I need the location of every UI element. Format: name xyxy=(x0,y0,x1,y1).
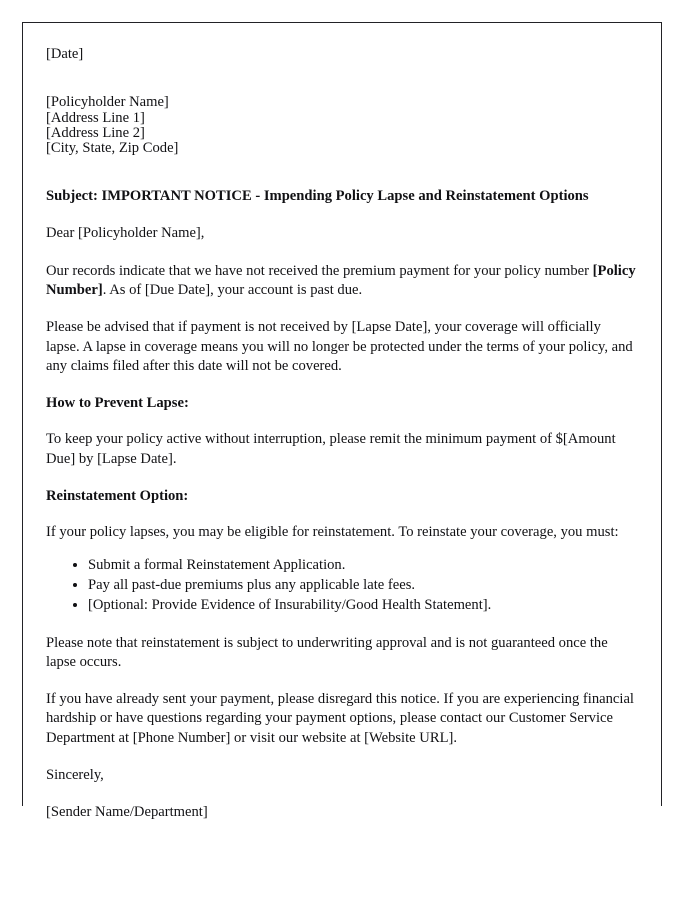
paragraph-reinstatement-intro: If your policy lapses, you may be eligible for reinstatement. To reinstate your coverage, you must: xyxy=(46,524,619,541)
paragraph-underwriting-approval: Please note that reinstatement is subject to underwriting approval and is not guaranteed once the lapse occurs. xyxy=(46,634,608,670)
paragraph-lapse-warning: Please be advised that if payment is not received by [Lapse Date], your coverage will officially lapse. A lapse in coverage means you will no longer be protected under the terms of your policy, and any claims filed after this date will not be covered. xyxy=(46,319,633,374)
spacer xyxy=(46,64,638,95)
address-line: [Address Line 1] xyxy=(46,109,145,126)
spacer xyxy=(46,616,638,634)
spacer xyxy=(46,156,638,187)
recipient-address-block xyxy=(46,95,638,156)
spacer xyxy=(46,543,638,555)
spacer xyxy=(46,244,638,262)
paragraph-text-before-policy-number: Our records indicate that we have not received the premium payment for your policy number xyxy=(46,262,593,279)
list-item: • Submit a formal Reinstatement Application. xyxy=(88,555,638,575)
address-line: [Address Line 2] xyxy=(46,124,145,141)
signature-block: [Sender Name/Department] xyxy=(46,804,208,821)
spacer xyxy=(46,300,638,318)
document-page xyxy=(22,22,662,821)
reinstatement-requirements-list xyxy=(46,555,638,616)
paragraph-minimum-payment: To keep your policy active without interruption, please remit the minimum payment of $[Amount Due] by [Lapse Date]. xyxy=(46,431,616,467)
paragraph-contact-information: If you have already sent your payment, please disregard this notice. If you are experiencing financial hardship or have questions regarding your payment options, please contact our Customer Service Department at [Phone Number] or visit our website at [Website URL]. xyxy=(46,691,634,746)
heading-how-to-prevent-lapse: How to Prevent Lapse: xyxy=(46,395,189,412)
paragraph-premium-not-received xyxy=(46,262,638,301)
date-line: [Date] xyxy=(46,46,84,62)
spacer xyxy=(46,413,638,430)
address-line: [Policyholder Name] xyxy=(46,94,169,111)
list-item: • [Optional: Provide Evidence of Insurability/Good Health Statement]. xyxy=(88,595,638,615)
closing-salutation: Sincerely, xyxy=(46,767,104,784)
salutation: Dear [Policyholder Name], xyxy=(46,225,205,242)
address-line: [City, State, Zip Code] xyxy=(46,139,179,156)
spacer xyxy=(46,748,638,766)
paragraph-text-after-policy-number: . As of [Due Date], your account is past due. xyxy=(102,282,363,298)
spacer xyxy=(46,785,638,803)
document-body xyxy=(46,45,638,823)
policy-number-placeholder: [Policy Number] xyxy=(46,262,636,298)
spacer xyxy=(46,206,638,224)
spacer xyxy=(46,469,638,487)
spacer xyxy=(46,672,638,690)
spacer xyxy=(46,376,638,394)
heading-reinstatement-option: Reinstatement Option: xyxy=(46,488,189,505)
list-item: • Pay all past-due premiums plus any applicable late fees. xyxy=(88,575,638,595)
spacer xyxy=(46,506,638,523)
subject-line: Subject: IMPORTANT NOTICE - Impending Policy Lapse and Reinstatement Options xyxy=(46,188,589,205)
